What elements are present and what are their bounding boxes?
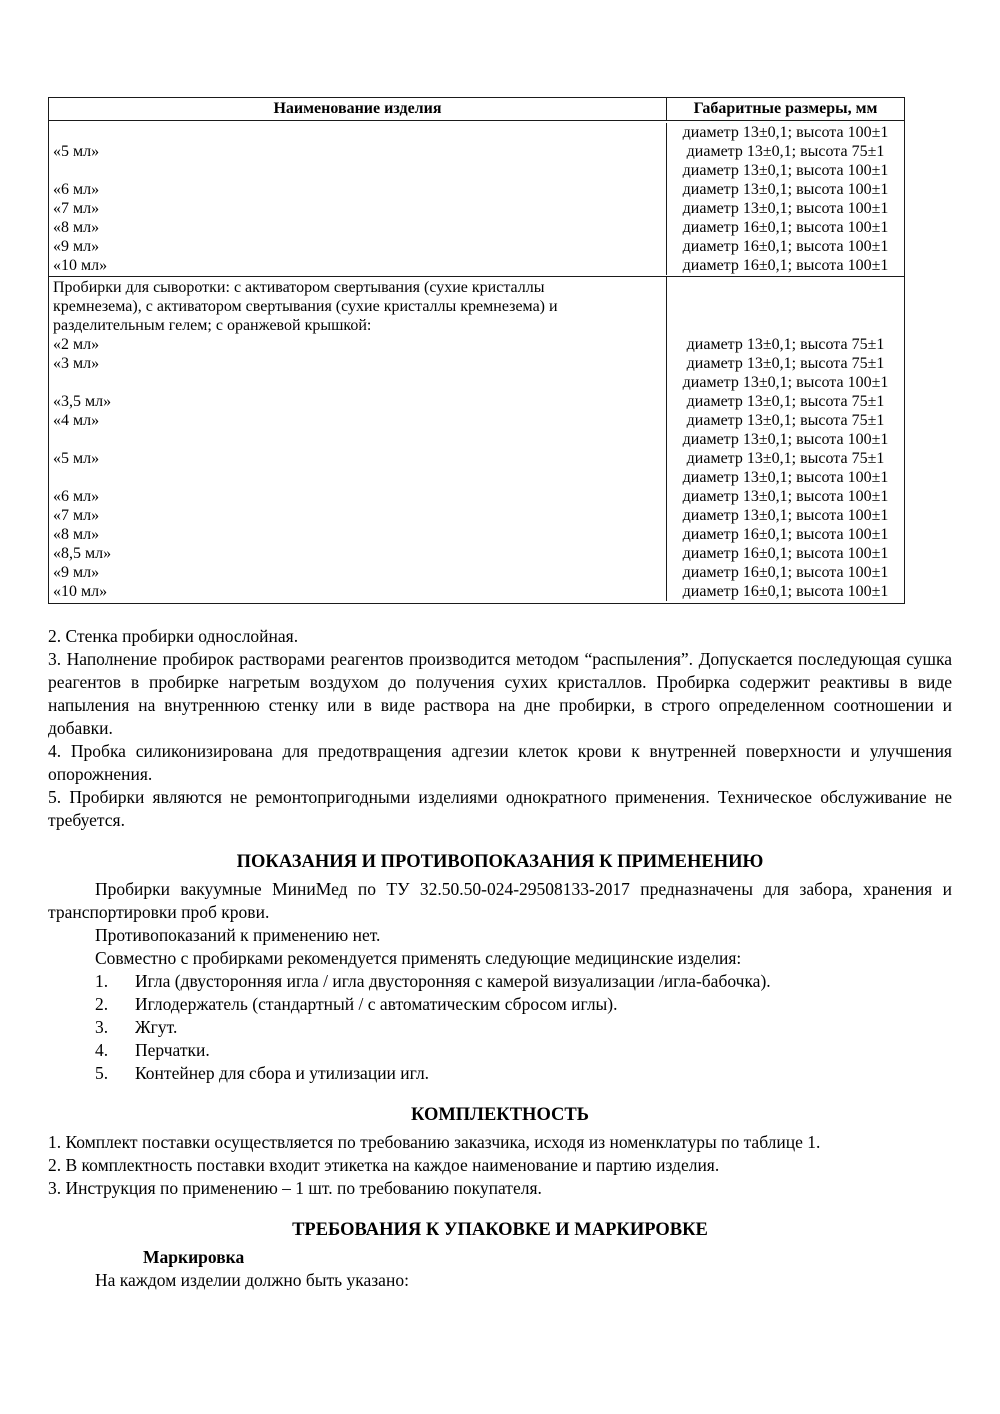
- product-name-cell: «6 мл»: [53, 488, 100, 505]
- product-name-cell: «2 мл»: [53, 336, 100, 353]
- paragraph-tube-wall: 2. Стенка пробирки однослойная.: [48, 626, 299, 646]
- table-row: [49, 506, 904, 525]
- list-item-number: 2.: [95, 994, 109, 1014]
- table-row: [49, 142, 904, 161]
- document-body: [48, 625, 952, 1292]
- table-row: [49, 411, 904, 430]
- list-item-text: Жгут.: [135, 1017, 178, 1037]
- paragraph-single-use: 5. Пробирки являются не ремонтопригодными изделиями однократного применения. Техническое обслуживание не требуется.: [48, 787, 952, 830]
- size-cell: диаметр 13±0,1; высота 100±1: [666, 506, 904, 525]
- table-row: [49, 237, 904, 256]
- table-row: [49, 525, 904, 544]
- product-name-cell: «3,5 мл»: [53, 393, 112, 410]
- paragraph-purpose: Пробирки вакуумные МиниМед по ТУ 32.50.50-024-29508133-2017 предназначены для забора, хранения и транспортировки проб крови.: [48, 879, 952, 922]
- size-cell: диаметр 13±0,1; высота 75±1: [666, 411, 904, 430]
- table-row: [49, 430, 904, 449]
- paragraph-recommended-devices: Совместно с пробирками рекомендуется применять следующие медицинские изделия:: [95, 948, 742, 968]
- list-item-text: Игла (двусторонняя игла / игла двусторонняя с камерой визуализации /игла-бабочка).: [135, 971, 771, 991]
- products-table: [48, 97, 905, 604]
- product-name-cell: [49, 373, 666, 392]
- size-cell: диаметр 13±0,1; высота 100±1: [666, 373, 904, 392]
- list-item-text: Иглодержатель (стандартный / с автоматическим сбросом иглы).: [135, 994, 618, 1014]
- table-row: [49, 256, 904, 275]
- product-name-cell: [49, 123, 666, 142]
- list-item: [95, 1062, 952, 1085]
- table-row: [49, 335, 904, 354]
- list-item: [95, 970, 952, 993]
- section-heading-completeness: КОМПЛЕКТНОСТЬ: [410, 1105, 589, 1125]
- table-row: [49, 354, 904, 373]
- table-row: [49, 449, 904, 468]
- table-row: [49, 199, 904, 218]
- list-item: [95, 1039, 952, 1062]
- paragraph-no-contraindications: Противопоказаний к применению нет.: [95, 925, 381, 945]
- size-cell: диаметр 13±0,1; высота 100±1: [666, 199, 904, 218]
- size-cell: диаметр 13±0,1; высота 75±1: [666, 354, 904, 373]
- product-name-cell: «9 мл»: [53, 238, 100, 255]
- paragraph-delivery-set: 1. Комплект поставки осуществляется по требованию заказчика, исходя из номенклатуры по таблице 1.: [48, 1132, 821, 1152]
- list-item: [95, 1016, 952, 1039]
- product-name-cell: [49, 468, 666, 487]
- size-cell: диаметр 13±0,1; высота 100±1: [666, 180, 904, 199]
- table-section-2-rows: [49, 335, 904, 601]
- paragraph-instruction-included: 3. Инструкция по применению – 1 шт. по требованию покупателя.: [48, 1178, 542, 1198]
- table-row: [49, 487, 904, 506]
- product-name-cell: «10 мл»: [53, 583, 108, 600]
- paragraph-filling-method: 3. Наполнение пробирок растворами реагентов производится методом “распыления”. Допускается последующая сушка реагентов в пробирке нагретым воздухом до получения сухих кристаллов. Пробирка содержит реактивы в виде напыления на внутреннюю стенку или в виде раствора на дне пробирки, в строго определенном соотношении и добавки.: [48, 649, 952, 738]
- recommended-items-list: [48, 970, 952, 1085]
- size-cell: диаметр 13±0,1; высота 75±1: [666, 142, 904, 161]
- product-name-cell: «5 мл»: [53, 143, 100, 160]
- table-row: [49, 180, 904, 199]
- size-cell: диаметр 13±0,1; высота 100±1: [666, 468, 904, 487]
- size-cell: диаметр 13±0,1; высота 75±1: [666, 392, 904, 411]
- list-item-text: Перчатки.: [135, 1040, 210, 1060]
- section-heading-indications: ПОКАЗАНИЯ И ПРОТИВОПОКАЗАНИЯ К ПРИМЕНЕНИЮ: [236, 852, 764, 872]
- product-name-cell: «6 мл»: [53, 181, 100, 198]
- subheading-marking: Маркировка: [143, 1247, 245, 1267]
- product-name-cell: «5 мл»: [53, 450, 100, 467]
- table-row: [49, 161, 904, 180]
- list-item: [95, 993, 952, 1016]
- table-row: [49, 123, 904, 142]
- size-cell: диаметр 13±0,1; высота 100±1: [666, 161, 904, 180]
- product-name-cell: «10 мл»: [53, 257, 108, 274]
- table-description-row: [49, 277, 904, 335]
- product-name-cell: «8,5 мл»: [53, 545, 112, 562]
- size-cell: диаметр 16±0,1; высота 100±1: [666, 237, 904, 256]
- table-header-size: Габаритные размеры, мм: [666, 98, 904, 120]
- size-cell: диаметр 16±0,1; высота 100±1: [666, 256, 904, 275]
- product-name-cell: [49, 430, 666, 449]
- table-section-1: [49, 121, 904, 276]
- product-name-cell: [49, 161, 666, 180]
- list-item-text: Контейнер для сбора и утилизации игл.: [135, 1063, 430, 1083]
- size-cell: диаметр 16±0,1; высота 100±1: [666, 544, 904, 563]
- product-name-cell: «9 мл»: [53, 564, 100, 581]
- size-cell: диаметр 16±0,1; высота 100±1: [666, 218, 904, 237]
- size-cell: диаметр 13±0,1; высота 100±1: [666, 123, 904, 142]
- table-header-row: [49, 98, 904, 121]
- table-header-name: Наименование изделия: [273, 100, 442, 117]
- table-row: [49, 582, 904, 601]
- size-cell-empty: [666, 277, 904, 335]
- size-cell: диаметр 13±0,1; высота 75±1: [666, 335, 904, 354]
- list-item-number: 3.: [95, 1017, 109, 1037]
- table-section-2: [49, 276, 904, 603]
- paragraph-label-included: 2. В комплектность поставки входит этикетка на каждое наименование и партию изделия.: [48, 1155, 720, 1175]
- size-cell: диаметр 13±0,1; высота 75±1: [666, 449, 904, 468]
- list-item-number: 5.: [95, 1063, 109, 1083]
- size-cell: диаметр 16±0,1; высота 100±1: [666, 525, 904, 544]
- table-row: [49, 392, 904, 411]
- section-heading-packaging: ТРЕБОВАНИЯ К УПАКОВКЕ И МАРКИРОВКЕ: [292, 1220, 708, 1240]
- table-row: [49, 544, 904, 563]
- product-name-cell: «8 мл»: [53, 526, 100, 543]
- size-cell: диаметр 16±0,1; высота 100±1: [666, 563, 904, 582]
- list-item-number: 4.: [95, 1040, 109, 1060]
- product-name-cell: «3 мл»: [53, 355, 100, 372]
- serum-tubes-description: Пробирки для сыворотки: с активатором свертывания (сухие кристаллы кремнезема), с активатором свертывания (сухие кристаллы кремнезема) и разделительным гелем; с оранжевой крышкой:: [53, 279, 558, 334]
- product-name-cell: «7 мл»: [53, 507, 100, 524]
- product-name-cell: «4 мл»: [53, 412, 100, 429]
- table-row: [49, 563, 904, 582]
- paragraph-stopper: 4. Пробка силиконизирована для предотвращения адгезии клеток крови к внутренней поверхности и улучшения опорожнения.: [48, 741, 952, 784]
- size-cell: диаметр 13±0,1; высота 100±1: [666, 487, 904, 506]
- paragraph-marking-intro: На каждом изделии должно быть указано:: [95, 1270, 409, 1290]
- size-cell: диаметр 16±0,1; высота 100±1: [666, 582, 904, 601]
- product-name-cell: «8 мл»: [53, 219, 100, 236]
- product-name-cell: «7 мл»: [53, 200, 100, 217]
- table-row: [49, 373, 904, 392]
- table-row: [49, 468, 904, 487]
- size-cell: диаметр 13±0,1; высота 100±1: [666, 430, 904, 449]
- list-item-number: 1.: [95, 971, 109, 991]
- table-row: [49, 218, 904, 237]
